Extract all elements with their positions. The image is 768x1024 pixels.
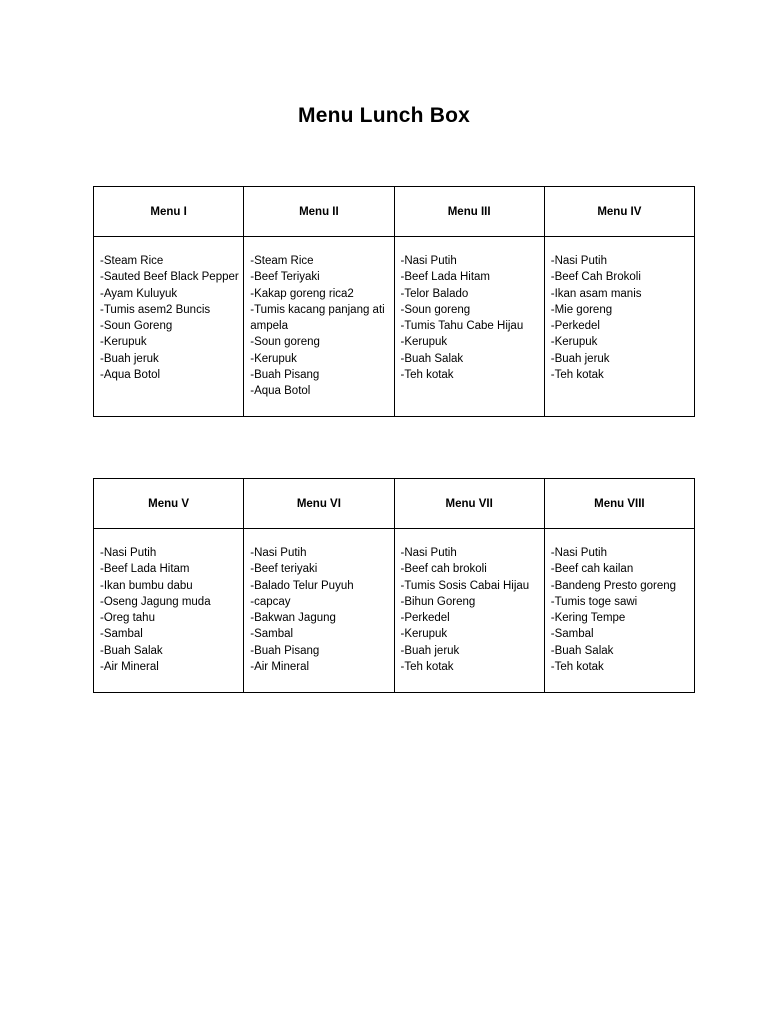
menu-items-cell: [244, 237, 394, 417]
menu-item: -Beef Cah Brokoli: [550, 271, 641, 284]
menu-item: -Tumis asem2 Buncis: [100, 303, 211, 316]
page-title: Menu Lunch Box: [298, 104, 470, 127]
menu-item: -Perkedel: [400, 612, 450, 625]
menu-items-cell: [394, 529, 544, 693]
menu-item: -Mie goreng: [550, 303, 613, 316]
menu-item: -Nasi Putih: [550, 255, 607, 267]
menu-item: -Aqua Botol: [100, 369, 161, 382]
menu-header: Menu VIII: [544, 479, 694, 529]
menu-header: Menu VI: [244, 479, 394, 529]
menu-item: -Tumis kacang panjang ati ampela: [250, 303, 385, 333]
menu-item: -Buah Pisang: [250, 369, 320, 382]
menu-item: -Beef cah kailan: [550, 563, 634, 576]
menu-header: Menu II: [244, 187, 394, 237]
menu-header: Menu V: [94, 479, 244, 529]
menu-item: -Kerupuk: [100, 336, 147, 349]
menu-header: Menu VII: [394, 479, 544, 529]
menu-item: -Nasi Putih: [400, 255, 457, 267]
menu-item: -Oseng Jagung muda: [100, 595, 211, 608]
menu-items-cell: [94, 237, 244, 417]
menu-item: -Beef cah brokoli: [400, 563, 487, 576]
menu-item: -Tumis Tahu Cabe Hijau: [400, 320, 524, 333]
menu-item: -capcay: [250, 595, 291, 608]
menu-header: Menu I: [94, 187, 244, 237]
menu-header-row: [94, 187, 695, 237]
menu-item: -Soun goreng: [250, 336, 320, 349]
menu-item: -Bandeng Presto goreng: [550, 579, 677, 592]
menu-item: -Teh kotak: [550, 661, 604, 674]
menu-item: -Sambal: [250, 628, 294, 641]
menu-items-cell: [544, 237, 694, 417]
menu-item: -Sambal: [100, 628, 143, 641]
menu-item: -Oreg tahu: [100, 612, 155, 625]
menu-item: -Buah Salak: [400, 352, 464, 365]
menu-item: -Buah jeruk: [400, 644, 460, 657]
menu-item: -Buah jeruk: [550, 352, 610, 365]
menu-item: -Buah jeruk: [100, 352, 159, 365]
menu-item: -Nasi Putih: [550, 547, 607, 559]
menu-item: -Buah Salak: [100, 644, 163, 657]
menu-item: -Air Mineral: [250, 661, 310, 674]
menu-item: -Perkedel: [550, 320, 600, 333]
menu-item: -Buah Pisang: [250, 644, 320, 657]
menu-item: -Sambal: [550, 628, 594, 641]
menu-item: -Nasi Putih: [100, 547, 157, 559]
menu-item: -Soun Goreng: [100, 320, 173, 333]
menu-item: -Ayam Kuluyuk: [100, 287, 178, 300]
menu-items-cell: [94, 529, 244, 693]
menu-item: -Teh kotak: [400, 369, 454, 382]
menu-item: -Balado Telur Puyuh: [250, 579, 354, 592]
menu-item: -Beef Lada Hitam: [400, 271, 490, 284]
menu-item: -Steam Rice: [250, 255, 314, 267]
menu-items-row: [94, 237, 695, 417]
menu-item: -Kerupuk: [400, 628, 448, 641]
menu-item: -Aqua Botol: [250, 385, 311, 398]
menu-header: Menu III: [394, 187, 544, 237]
menu-item: -Teh kotak: [400, 661, 454, 674]
menu-item: -Bihun Goreng: [400, 595, 476, 608]
menu-item: -Kakap goreng rica2: [250, 287, 354, 300]
menu-items-cell: [544, 529, 694, 693]
menu-item: -Telor Balado: [400, 287, 469, 300]
menu-table-2: [93, 478, 695, 693]
menu-item: -Steam Rice: [100, 255, 164, 267]
menu-item: -Soun goreng: [400, 303, 471, 316]
menu-item: -Beef teriyaki: [250, 563, 318, 576]
menu-item: -Air Mineral: [100, 661, 159, 674]
menu-item: -Nasi Putih: [250, 547, 307, 559]
menu-item: -Bakwan Jagung: [250, 612, 336, 625]
menu-item: -Buah Salak: [550, 644, 614, 657]
menu-items-cell: [394, 237, 544, 417]
menu-items-cell: [244, 529, 394, 693]
menu-item: -Ikan asam manis: [550, 287, 642, 300]
menu-item: -Nasi Putih: [400, 547, 457, 559]
menu-item: -Kerupuk: [250, 352, 297, 365]
menu-item: -Beef Teriyaki: [250, 271, 320, 284]
menu-items-row: [94, 529, 695, 693]
menu-item: -Kerupuk: [550, 336, 598, 349]
menu-table-1: [93, 186, 695, 417]
menu-item: -Kerupuk: [400, 336, 448, 349]
menu-item: -Teh kotak: [550, 369, 604, 382]
menu-item: -Sauted Beef Black Pepper: [100, 271, 239, 284]
menu-item: -Ikan bumbu dabu: [100, 579, 193, 592]
menu-item: -Kering Tempe: [550, 612, 626, 625]
menu-item: -Beef Lada Hitam: [100, 563, 190, 576]
menu-header-row: [94, 479, 695, 529]
menu-item: -Tumis toge sawi: [550, 595, 638, 608]
menu-header: Menu IV: [544, 187, 694, 237]
menu-item: -Tumis Sosis Cabai Hijau: [400, 579, 530, 592]
